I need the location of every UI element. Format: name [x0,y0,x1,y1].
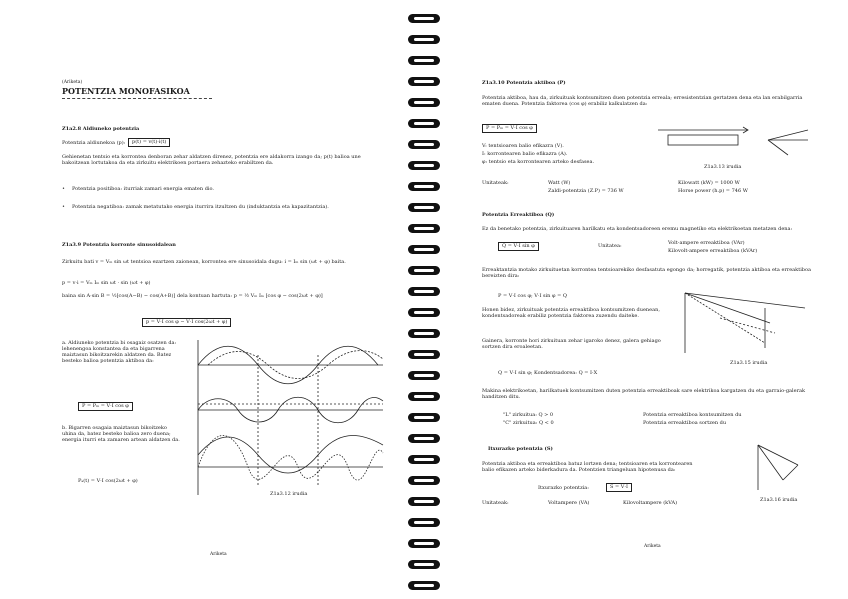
waveform-figure [188,335,388,497]
binding-ring-highlight [414,395,434,398]
s2-line-2: p = v·i = Vₘ Iₘ sin ωt · sin (ωt + φ) [62,280,151,286]
binding-ring-highlight [414,374,434,377]
binding-ring-highlight [414,479,434,482]
r-s2-note-2b: Potentzia erreaktiboa sortzen du [643,420,727,426]
s2-b-text: b. Bigarren osagaia maiztasun bikoitzeko uhina da, batez besteko balioa zero duena; energia iturri eta zamaren artean aldatzen da. [62,425,180,443]
binding-ring-highlight [414,584,434,587]
section-heading-1: Z1a2.8 Aldiuneko potentzia [62,126,140,132]
binding-ring-highlight [414,101,434,104]
def-formula-box: p(t) = v(t)·i(t) [128,138,170,147]
spiral-binding [400,0,448,599]
r-s2-formula: Q = V·I sin φ [498,242,539,251]
s2-line-1: Zirkuitu bati v = Vₘ sin ωt tentsioa ezartzen zaionean, korrontea ere sinusoidala dugu: i = Iₘ sin (ωt + φ) baita. [62,259,346,265]
binding-ring-highlight [414,500,434,503]
binding-ring-highlight [414,563,434,566]
s2-formula-box: p = V·I cos φ − V·I cos(2ωt + φ) [142,318,231,327]
r-section-heading-1: Z1a3.10 Potentzia aktiboa (P) [482,80,566,86]
r-s2-line-1: Ez da benetako potentzia, zirkuituaren harilkatu eta kondentsadoreen eremu magnetiko eta elektrikoetan metatzen dena: [482,226,793,232]
section-heading-2: Z1a3.9 Potentzia korronte sinusoidalean [62,242,176,248]
page-number: Ariketa [210,552,227,557]
s2-b-formula: Pₐ(t) = V·I cos(2ωt + φ) [78,478,138,484]
left-page [0,0,400,599]
binding-ring-highlight [414,353,434,356]
binding-ring-highlight [414,248,434,251]
r-s2-unit-2: Kilovolt-ampere erreaktiboa (kVAr) [668,248,758,254]
bullet-1: Potentzia positiboa: iturriak zamari energia ematen dio. [72,186,215,192]
figure-caption: Z1a3.12 irudia [270,491,308,497]
r-s1-note-2: I: korrontearen balio efikazra (A). [482,151,568,157]
r-s3-formula: S = V·I [606,483,632,492]
binding-ring-highlight [414,59,434,62]
r-s1-unit-1: Watt (W) [548,180,571,186]
binding-ring-highlight [414,290,434,293]
power-triangle-figure [748,440,808,495]
binding-ring-highlight [414,227,434,230]
r-s1-unit-2b: Horse power (h.p) = 746 W [678,188,748,194]
r-s1-unit-2: Kilowatt (kW) = 1000 W [678,180,740,186]
r-s2-fig-caption: Z1a3.15 irudia [730,360,768,366]
r-s2-note-1b: Potentzia erreaktiboa kontsumitzen du [643,412,742,418]
r-s2-p3: Gainera, korronte hori zirkuituan zehar igaroko denez, galera gehiago sortzen dira eroaleetan. [482,338,661,350]
binding-ring-highlight [414,164,434,167]
binding-ring-highlight [414,416,434,419]
r-s2-p1-formula: P = V·I cos φ; V·I sin φ = Q [498,293,567,299]
s2-a-text: a. Aldiuneko potentzia bi osagaiz osatzen da: lehenengoa konstantea da eta bigarrena maiztasun bikoitzarekin aldatzen da. Batez besteko balioa potentzia aktiboa da: [62,340,177,364]
bullet-2: Potentzia negatiboa: zamak metatutako energia iturrira itzultzen du (induktantzia eta kapazitantzia). [72,204,329,210]
binding-ring-highlight [414,206,434,209]
r-section-heading-2: Potentzia Erreaktiboa (Q) [482,212,555,218]
binding-ring-highlight [414,311,434,314]
r-s2-p4: Makina elektrikoetan, harilkatuek kontsumitzen duten potentzia erreaktiboak sare elektrikoa kargatzen du eta garraio-galerak handitzen ditu. [482,388,805,400]
r-s2-p3-formula: Q = V·I sin φ; Kondentsadorea: Q = I·X [498,370,598,376]
r-s1-formula: P = Pₘ = V·I cos φ [482,124,537,133]
r-s1-units-label: Unitateak: [482,180,509,186]
s1-paragraph: Gehienetan tentsio eta korrontea denboran zehar aldatzen direnez, potentzia ere aldakorra izango da; p(t) balioa une bakoitzean lortutakoa da eta zirkuitu elektrikoen portaera zehazteko erabiltzen da. [62,154,361,166]
r-s1-note-1: V: tentsioaren balio efikazra (V). [482,143,564,149]
header-small: (Ariketa) [62,80,83,85]
title-underline [62,98,212,99]
phasor-figure [680,288,810,358]
bullet-dot: • [62,186,65,192]
r-s3-unit-2: Kilovoltampere (kVA) [623,500,678,506]
r-s2-note-1: "L" zirkuitua: Q > 0 [503,412,554,418]
r-s3-unit-1: Voltampere (VA) [548,500,590,506]
r-s3-fig-caption: Z1a3.16 irudia [760,497,798,503]
s2-line-3: baina sin A·sin B = ½[cos(A−B) − cos(A+B)] dela kontuan hartuta: p = ½ Vₘ Iₘ [cos φ − cos(2ωt + φ)] [62,293,323,299]
binding-ring-highlight [414,17,434,20]
r-s3-formula-label: Itxurazko potentzia: [538,485,589,491]
active-power-figure [658,120,818,165]
r-s1-fig-caption: Z1a3.13 irudia [704,164,742,170]
binding-ring-highlight [414,122,434,125]
binding-ring-highlight [414,521,434,524]
r-page-number: Ariketa [644,544,661,549]
binding-ring-highlight [414,269,434,272]
r-s1-paragraph: Potentzia aktiboa, hau da, zirkuituak kontsumitzen duen potentzia erreala; erresistentzian gertatzen dena eta lan erabilgarria ematen duena. Potentzia faktorea (cos φ) erabiliz kalkulatzen da: [482,95,803,107]
binding-ring-highlight [414,437,434,440]
r-s2-label: Unitatea: [598,243,622,249]
binding-ring-highlight [414,80,434,83]
r-s3-paragraph: Potentzia aktiboa eta erreaktiboa batuz lortzen dena; tentsioaren eta korrontearen balio efikazen arteko biderkadura da. Potentzien triangeluan hipotenusa da: [482,461,693,473]
binding-ring-highlight [414,458,434,461]
binding-ring-highlight [414,143,434,146]
bullet-dot: • [62,204,65,210]
r-s1-unit-1b: Zaldi-potentzia (Z.P) = 736 W [548,188,624,194]
binding-ring-highlight [414,38,434,41]
right-page [448,0,848,599]
binding-ring-highlight [414,332,434,335]
r-s2-p2: Honen bidez, zirkuituak potentzia erreaktiboa kontsumitzen duenean, kondentsadoreak erabiliz potentzia faktorea zuzendu daiteke. [482,307,660,319]
r-s2-note-2: "C" zirkuitua: Q < 0 [503,420,554,426]
page-title: POTENTZIA MONOFASIKOA [62,86,190,96]
r-s1-note-3: φ: tentsio eta korrontearen arteko desfasea. [482,159,595,165]
binding-ring-highlight [414,542,434,545]
r-section-heading-3: Itxurazko potentzia (S) [488,446,553,452]
s2-a-formula: P = Pₘ = V·I cos φ [78,402,133,411]
r-s2-unit-1: Volt-ampere erreaktiboa (VAr) [668,240,745,246]
r-s2-p1: Erreaktantzia motako zirkuituetan korrontea tentsioarekiko desfasatuta egongo da; horregatik, potentzia aktiboa eta erreaktiboa bereizten dira: [482,267,811,279]
binding-ring-highlight [414,185,434,188]
def-label: Potentzia aldiunekoa (p): [62,140,126,146]
r-s3-units-label: Unitateak: [482,500,509,506]
